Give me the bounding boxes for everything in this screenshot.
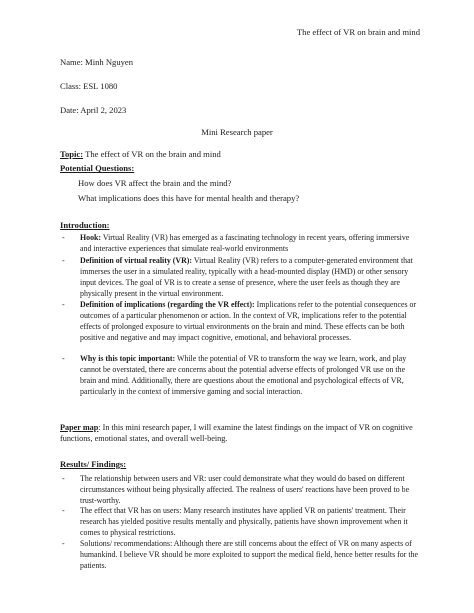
intro-item-label: Definition of implications (regarding the VR effect): bbox=[80, 300, 255, 309]
class-line: Class: ESL 1080 bbox=[60, 81, 118, 91]
topic-label: Topic: bbox=[60, 149, 84, 159]
bullet-dash: - bbox=[62, 474, 65, 483]
intro-item-label: Why is this topic important: bbox=[80, 354, 176, 363]
paper-map-label: Paper map bbox=[60, 423, 99, 432]
introduction-heading: Introduction: bbox=[60, 220, 110, 230]
intro-item-hook bbox=[62, 233, 422, 255]
topic-line bbox=[60, 149, 426, 160]
question-1: How does VR affect the brain and the mind? bbox=[78, 178, 232, 188]
intro-item-label: Hook: bbox=[80, 233, 102, 242]
paper-map-text: : In this mini research paper, I will examine the latest findings on the impact of VR on cognitive functions, emotional states, and overall well-being. bbox=[60, 423, 413, 443]
running-head: The effect of VR on brain and mind bbox=[296, 27, 420, 37]
topic-text: The effect of VR on the brain and mind bbox=[83, 149, 221, 159]
results-item-text: The effect that VR has on users: Many research institutes have applied VR on patients' treatment. Their research has yielded positive results mentally and physically, patients have shown improvement when it comes to physical restrictions. bbox=[80, 506, 408, 537]
intro-item-definition-implications bbox=[62, 300, 422, 344]
bullet-dash: - bbox=[62, 354, 65, 363]
intro-item-importance bbox=[62, 354, 422, 398]
results-item-text: The relationship between users and VR: user could demonstrate what they would do based on different circumstances without being physically affected. The realness of users' reactions have been proved to be trust-worthy. bbox=[80, 474, 410, 505]
results-item-relationship bbox=[62, 474, 422, 507]
intro-item-definition-vr bbox=[62, 256, 422, 300]
document-title: Mini Research paper bbox=[201, 127, 273, 137]
results-item-text: Solutions/ recommendations: Although there are still concerns about the effect of VR on many aspects of humankind. I believe VR should be more exploited to support the medical field, hence better results for the patients. bbox=[80, 539, 418, 570]
date-line: Date: April 2, 2023 bbox=[60, 105, 127, 115]
intro-item-text: Virtual Reality (VR) refers to a computer-generated environment that immerses the user in a simulated reality, typically with a head-mounted display (HMD) or other sensory input devices. The goal of VR is to create a sense of presence, where the user feels as though they are physically present in the virtual environment. bbox=[80, 256, 413, 298]
bullet-dash: - bbox=[62, 300, 65, 309]
bullet-dash: - bbox=[62, 233, 65, 242]
results-item-solutions bbox=[62, 539, 422, 572]
paper-map-paragraph bbox=[60, 422, 426, 444]
results-item-effect bbox=[62, 506, 422, 539]
potential-questions-label: Potential Questions: bbox=[60, 163, 135, 173]
intro-item-text: Virtual Reality (VR) has emerged as a fascinating technology in recent years, offering immersive and interactive experiences that simulate real-world environments bbox=[80, 233, 410, 253]
bullet-dash: - bbox=[62, 539, 65, 548]
intro-item-text: Implications refer to the potential consequences or outcomes of a particular phenomenon or action. In the context of VR, implications refer to the potential effects of prolonged exposure to virtual environments on the brain and mind. These effects can be both positive and negative and may impact cognitive, emotional, and behavioral processes. bbox=[80, 300, 417, 342]
student-name: Name: Minh Nguyen bbox=[60, 57, 134, 67]
intro-item-label: Definition of virtual reality (VR): bbox=[80, 256, 193, 265]
question-2: What implications does this have for mental health and therapy? bbox=[78, 193, 300, 203]
bullet-dash: - bbox=[62, 256, 65, 265]
results-heading: Results/ Findings: bbox=[60, 459, 127, 469]
bullet-dash: - bbox=[62, 506, 65, 515]
intro-item-text: While the potential of VR to transform the way we learn, work, and play cannot be overstated, there are concerns about the potential adverse effects of prolonged VR use on the brain and mind. Additionally, there are questions about the emotional and psychological effects of VR, particularly in the context of immersive gaming and social interaction. bbox=[80, 354, 407, 396]
